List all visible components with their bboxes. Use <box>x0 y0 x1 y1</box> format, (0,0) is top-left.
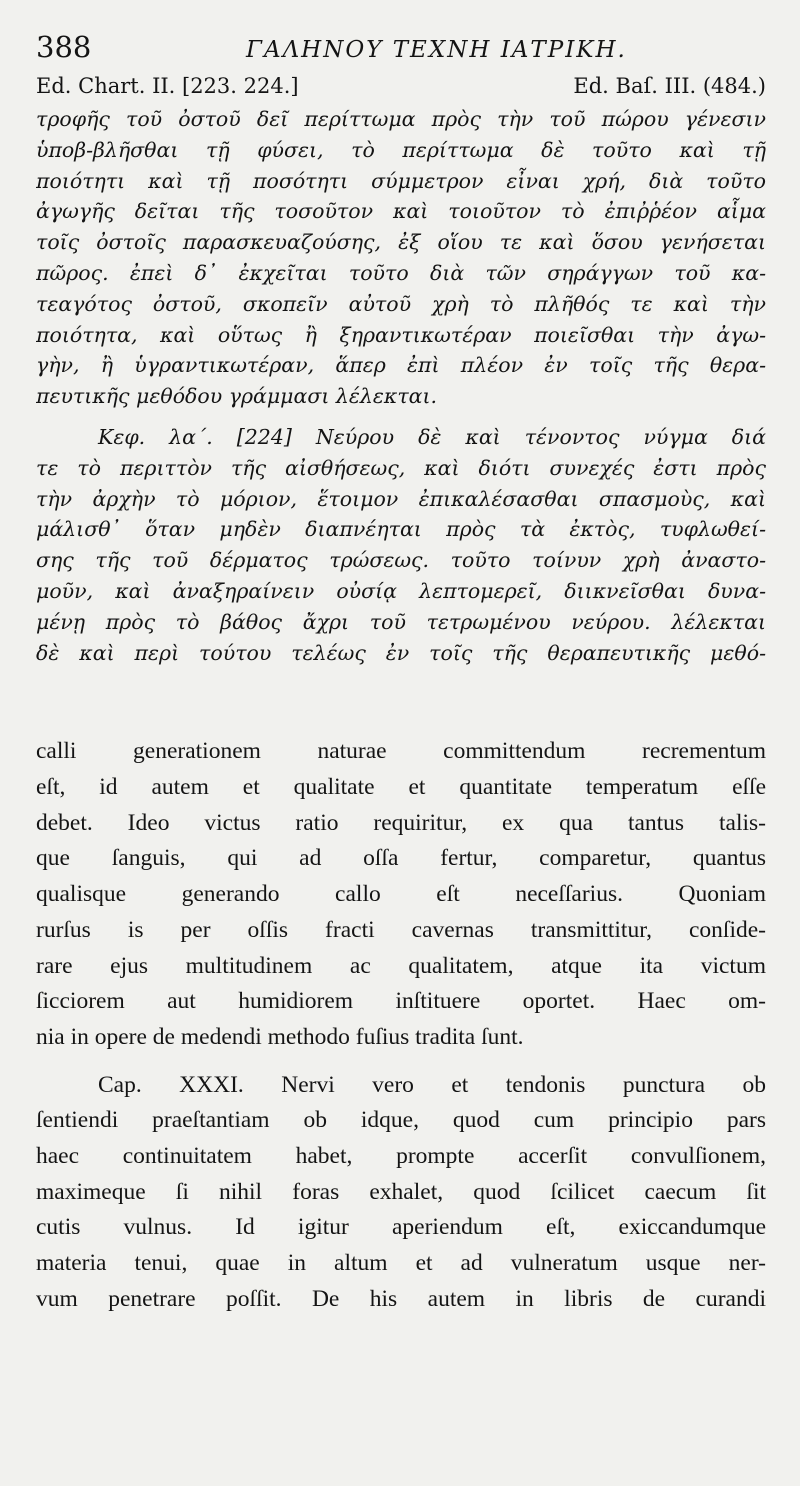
latin-line: que ſanguis, qui ad oſſa fertur, comparetur, quantus <box>36 845 766 872</box>
greek-line: ποιότητα, καὶ οὕτως ἢ ξηραντικωτέραν ποιεῖσθαι τὴν ἀγω- <box>36 322 766 347</box>
latin-line: cutis vulnus. Id igitur aperiendum eſt, exiccandumque <box>36 1214 766 1241</box>
greek-line: τροφῆς τοῦ ὀστοῦ δεῖ περίττωμα πρὸς τὴν τοῦ πώρου γένεσιν <box>36 107 766 131</box>
greek-line: ὑποβ-βλῆσθαι τῇ φύσει, τὸ περίττωμα δὲ τοῦτο καὶ τῇ <box>36 137 766 162</box>
latin-line: eſt, id autem et qualitate et quantitate temperatum eſſe <box>36 774 766 801</box>
latin-line: rare ejus multitudinem ac qualitatem, atque ita victum <box>36 952 766 979</box>
greek-line: μένῃ πρὸς τὸ βάθος ἄχρι τοῦ τετρωμένου νεύρου. λέλεκται <box>36 609 766 634</box>
greek-line: τὴν ἀρχὴν τὸ μόριον, ἕτοιμον ἐπικαλέσασθαι σπασμοὺς, καὶ <box>36 486 766 511</box>
greek-line: πῶρος. ἐπεὶ δ᾽ ἐκχεῖται τοῦτο διὰ τῶν σηράγγων τοῦ κα- <box>36 260 766 285</box>
latin-line: ſentiendi praeſtantiam ob idque, quod cum principio pars <box>36 1107 766 1134</box>
latin-line: nia in opere de medendi methodo fuſius tradita ſunt. <box>36 1023 524 1050</box>
latin-line: debet. Ideo victus ratio requiritur, ex qua tantus talis- <box>36 809 766 836</box>
latin-paragraph-1 <box>36 734 766 1055</box>
latin-line: calli generationem naturae committendum recrementum <box>36 738 766 765</box>
running-head <box>36 30 766 70</box>
latin-line: haec continuitatem habet, prompte accerſit convulſionem, <box>36 1143 766 1170</box>
greek-line: μάλισθ᾽ ὅταν μηδὲν διαπνέηται πρὸς τὰ ἐκτὸς, τυφλωθεί- <box>36 517 766 542</box>
latin-line: ſicciorem aut humidiorem inſtituere oportet. Haec om- <box>36 988 766 1015</box>
greek-line: γὴν, ἢ ὑγραντικωτέραν, ἅπερ ἐπὶ πλέον ἐν τοῖς τῆς θερα- <box>36 353 766 378</box>
latin-line: vum penetrare poſſit. De his autem in libris de curandi <box>36 1285 766 1312</box>
latin-line: qualisque generando callo eſt neceſſarius. Quoniam <box>36 881 766 908</box>
latin-line: materia tenui, quae in altum et ad vulneratum usque ner- <box>36 1250 766 1277</box>
greek-line: τε τὸ περιττὸν τῆς αἰσθήσεως, καὶ διότι συνεχές ἐστι πρὸς <box>36 455 766 480</box>
greek-paragraph-2 <box>36 422 766 668</box>
greek-line: δὲ καὶ περὶ τούτου τελέως ἐν τοῖς τῆς θεραπευτικῆς μεθό- <box>36 640 766 665</box>
latin-paragraph-2 <box>36 1068 766 1318</box>
edition-reference-left: Ed. Chart. II. [223. 224.] <box>36 74 299 98</box>
page-number: 388 <box>36 30 92 64</box>
running-title: ΓΑΛΗΝΟΥ ΤΕΧΝΗ ΙΑΤΡΙΚΗ. <box>246 37 627 63</box>
greek-line: πευτικῆς μεθόδου γράμμασι λέλεκται. <box>36 384 438 409</box>
greek-line: τοῖς ὀστοῖς παρασκευαζούσης, ἐξ οἵου τε καὶ ὅσου γενήσεται <box>36 230 766 255</box>
greek-line: ἀγωγῆς δεῖται τῆς τοσοῦτον καὶ τοιοῦτον τὸ ἐπιῤῥέον αἷμα <box>36 199 766 224</box>
greek-line: σης τῆς τοῦ δέρματος τρώσεως. τοῦτο τοίνυν χρὴ ἀναστο- <box>36 548 766 573</box>
latin-line: maximeque ſi nihil foras exhalet, quod ſcilicet caecum ſit <box>36 1178 766 1205</box>
latin-line: rurſus is per oſſis fracti cavernas transmittitur, conſide- <box>36 916 766 943</box>
greek-line: τεαγότος ὀστοῦ, σκοπεῖν αὐτοῦ χρὴ τὸ πλῆθός τε καὶ τὴν <box>36 291 766 316</box>
greek-paragraph-1 <box>36 104 766 412</box>
greek-line: μοῦν, καὶ ἀναξηραίνειν οὐσίᾳ λεπτομερεῖ, διικνεῖσθαι δυνα- <box>36 578 766 603</box>
latin-line: Cap. XXXI. Nervi vero et tendonis punctura ob <box>98 1071 766 1098</box>
greek-line: ποιότητι καὶ τῇ ποσότητι σύμμετρον εἶναι χρή, διὰ τοῦτο <box>36 168 766 193</box>
greek-line: Κεφ. λα΄. [224] Νεύρου δὲ καὶ τένοντος νύγμα διά <box>98 424 766 449</box>
edition-reference-line <box>36 74 766 104</box>
edition-reference-right: Ed. Baſ. III. (484.) <box>573 74 766 98</box>
